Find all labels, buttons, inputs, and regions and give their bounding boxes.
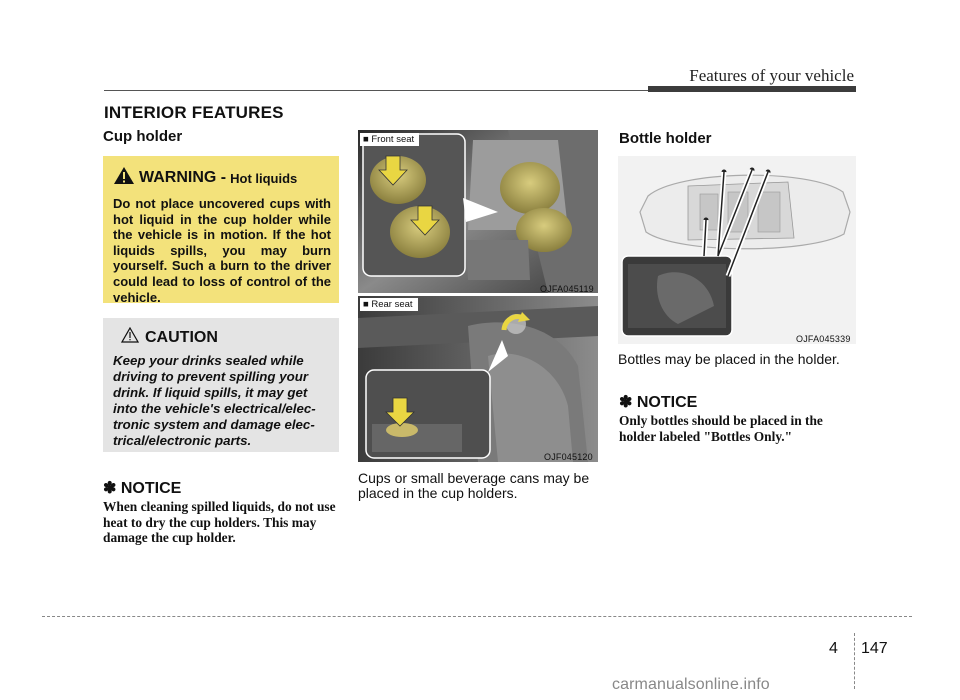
warning-box xyxy=(103,156,339,303)
bottle-holder-caption: Bottles may be placed in the holder. xyxy=(618,351,840,367)
cup-holder-caption: Cups or small beverage cans may be placed in the cup holders. xyxy=(358,470,590,501)
warning-triangle-icon xyxy=(113,166,135,190)
cup-holder-heading: Cup holder xyxy=(103,128,183,145)
warning-label: WARNING - xyxy=(139,169,227,186)
footer-rule xyxy=(42,616,912,617)
caution-box xyxy=(103,318,339,452)
front-seat-label: ■ Front seat xyxy=(360,133,419,146)
header-bar xyxy=(648,86,856,92)
section-title: INTERIOR FEATURES xyxy=(104,103,284,122)
page-number: 147 xyxy=(861,640,888,657)
cup-notice-text: When cleaning spilled liquids, do not use heat to dry the cup holders. This may damage the cup holder. xyxy=(103,499,336,545)
caution-text: Keep your drinks sealed while driving to prevent spilling your drink. If liquid spills, it may get into the vehicle's electrical/elec-tronic system and damage elec-trical/electronic parts. xyxy=(113,353,316,448)
caution-label: CAUTION xyxy=(145,328,218,346)
bottle-holder-image-code: OJFA045339 xyxy=(796,334,851,344)
caution-triangle-icon xyxy=(121,327,139,348)
running-header: Features of your vehicle xyxy=(689,66,854,85)
rear-seat-image xyxy=(358,296,598,462)
bottle-notice-text: Only bottles should be placed in the holder labeled "Bottles Only." xyxy=(619,413,823,444)
cup-notice-label: ✽ NOTICE xyxy=(103,480,182,497)
bottle-notice-label: ✽ NOTICE xyxy=(619,394,698,411)
front-seat-image xyxy=(358,130,598,293)
warning-text: Do not place uncovered cups with hot liquid in the cup holder while the vehicle is in motion. If the hot liquids spills, you may burn yourself. Such a burn to the driver could lead to loss of control of the vehicle. xyxy=(113,196,331,305)
chapter-number: 4 xyxy=(829,640,838,657)
page-number-divider xyxy=(854,633,855,689)
warning-subtitle: Hot liquids xyxy=(230,170,298,186)
header-rule xyxy=(104,90,648,91)
watermark-text: carmanualsonline.info xyxy=(612,676,770,693)
bottle-holder-heading: Bottle holder xyxy=(619,130,712,147)
rear-seat-image-code: OJF045120 xyxy=(544,452,593,462)
rear-seat-label: ■ Rear seat xyxy=(360,298,418,311)
bottle-holder-image xyxy=(618,156,856,344)
front-seat-image-code: OJFA045119 xyxy=(540,284,594,294)
